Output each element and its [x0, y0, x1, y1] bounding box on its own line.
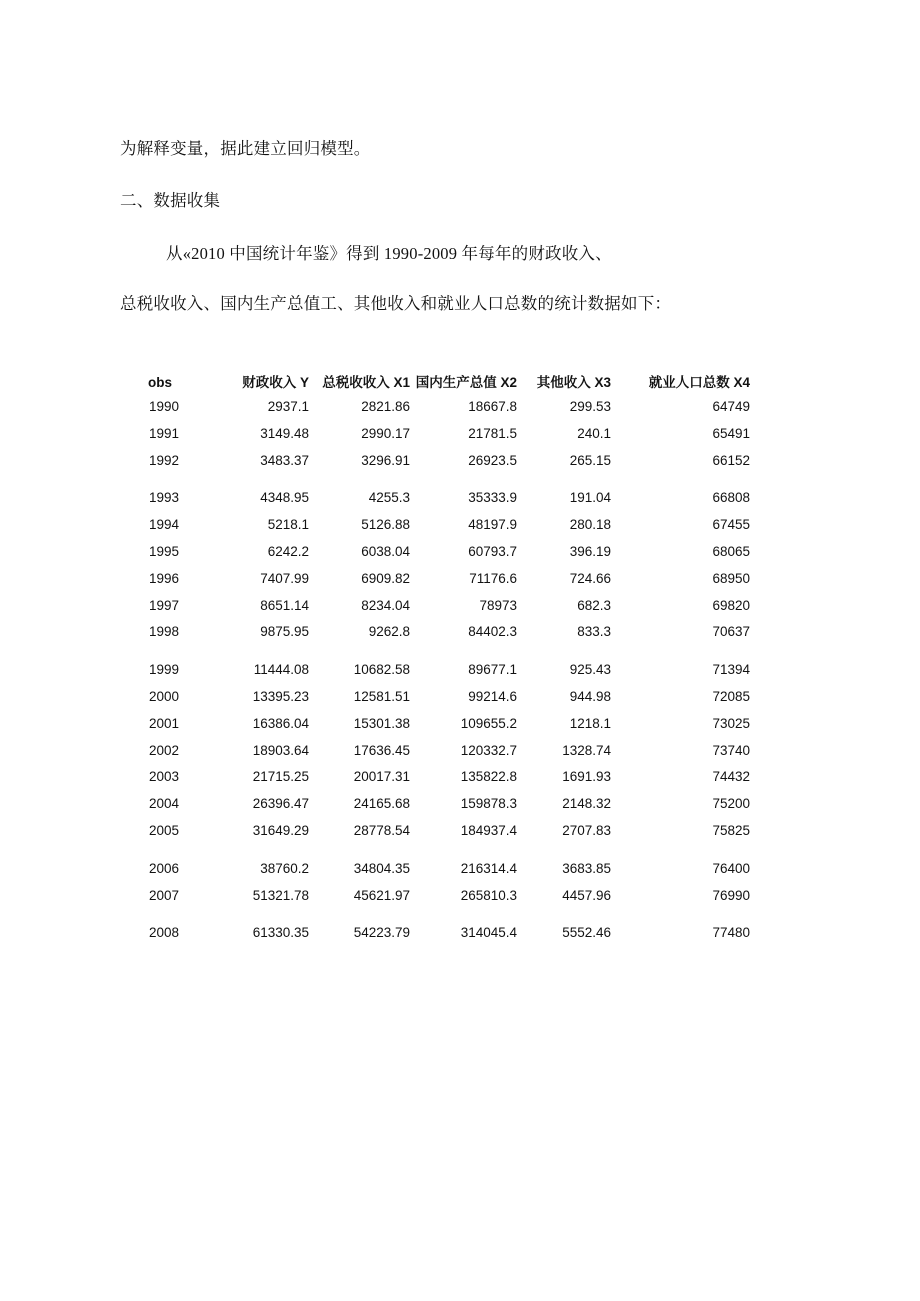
cell-x2: 314045.4 — [460, 925, 517, 941]
cell-y: 5218.1 — [267, 517, 309, 533]
cell-x1: 6038.04 — [361, 543, 410, 559]
table-row — [148, 764, 750, 791]
cell-obs: 1992 — [149, 452, 180, 468]
cell-x4: 75200 — [712, 796, 750, 812]
cell-x2: 21781.5 — [468, 425, 517, 441]
cell-y: 2937.1 — [267, 399, 309, 414]
cell-x2: 159878.3 — [460, 796, 517, 812]
cell-y: 8651.14 — [260, 597, 309, 613]
cell-x3: 299.53 — [569, 399, 611, 414]
cell-x2: 184937.4 — [460, 822, 517, 838]
cell-x4: 66808 — [712, 490, 750, 506]
column-header-x3: 其他收入 X3 — [536, 375, 611, 390]
cell-x1: 5126.88 — [361, 517, 410, 533]
table-row — [148, 845, 750, 883]
table-row — [148, 791, 750, 818]
cell-y: 38760.2 — [260, 860, 309, 876]
cell-y: 18903.64 — [252, 742, 309, 758]
cell-x2: 60793.7 — [468, 543, 517, 559]
cell-x3: 5552.46 — [562, 925, 611, 941]
table-row — [148, 421, 750, 448]
cell-obs: 1991 — [149, 425, 180, 441]
cell-x4: 72085 — [712, 688, 750, 704]
cell-x1: 20017.31 — [353, 769, 410, 785]
table-row — [148, 593, 750, 620]
cell-x1: 6909.82 — [361, 570, 410, 586]
cell-x2: 78973 — [479, 597, 517, 613]
cell-x1: 4255.3 — [368, 490, 410, 506]
table-row — [148, 619, 750, 646]
cell-x2: 265810.3 — [460, 887, 517, 903]
cell-y: 3149.48 — [260, 425, 309, 441]
cell-x1: 15301.38 — [353, 715, 410, 731]
column-header-y: 财政收入 Y — [242, 375, 309, 390]
cell-x2: 35333.9 — [468, 490, 517, 506]
cell-obs: 1996 — [149, 570, 180, 586]
cell-obs: 1999 — [149, 662, 180, 678]
cell-x3: 191.04 — [569, 490, 611, 506]
table-body — [148, 394, 750, 947]
cell-x2: 71176.6 — [469, 570, 517, 586]
table-row — [148, 711, 750, 738]
cell-x4: 65491 — [712, 425, 750, 441]
cell-obs: 2001 — [149, 715, 180, 731]
cell-x2: 84402.3 — [468, 624, 517, 640]
cell-y: 3483.37 — [260, 452, 309, 468]
cell-y: 13395.23 — [252, 688, 309, 704]
paragraph-intro: 为解释变量，据此建立回归模型。 — [120, 139, 371, 158]
cell-obs: 2008 — [149, 925, 180, 941]
cell-y: 51321.78 — [252, 887, 309, 903]
statistics-table — [148, 372, 750, 947]
table-row — [148, 474, 750, 512]
cell-x4: 70637 — [712, 624, 750, 640]
cell-x1: 45621.97 — [353, 887, 410, 903]
cell-x3: 4457.96 — [562, 887, 611, 903]
cell-x2: 26923.5 — [468, 452, 517, 468]
cell-x2: 120332.7 — [460, 742, 517, 758]
cell-x4: 69820 — [712, 597, 750, 613]
table-header — [148, 372, 750, 394]
table-row — [148, 512, 750, 539]
cell-x3: 833.3 — [577, 624, 611, 640]
cell-obs: 2007 — [149, 887, 180, 903]
cell-x1: 54223.79 — [353, 925, 410, 941]
cell-x1: 2990.17 — [361, 425, 410, 441]
cell-x3: 396.19 — [569, 543, 611, 559]
cell-x4: 71394 — [712, 662, 750, 678]
cell-x3: 925.43 — [569, 662, 611, 678]
column-header-x4: 就业人口总数 X4 — [648, 375, 750, 390]
column-header-x2: 国内生产总值 X2 — [415, 375, 517, 390]
cell-x2: 216314.4 — [460, 860, 517, 876]
paragraph-variables: 总税收收入、国内生产总值工、其他收入和就业人口总数的统计数据如下： — [120, 293, 672, 313]
cell-obs: 2004 — [149, 796, 180, 812]
cell-x4: 66152 — [712, 452, 750, 468]
cell-obs: 1995 — [149, 543, 180, 559]
cell-x1: 28778.54 — [353, 822, 410, 838]
cell-y: 4348.95 — [260, 490, 309, 506]
cell-x2: 99214.6 — [468, 688, 517, 704]
cell-y: 21715.25 — [252, 769, 309, 785]
cell-x4: 64749 — [712, 399, 750, 414]
table-row — [148, 539, 750, 566]
cell-x1: 17636.45 — [353, 742, 410, 758]
table-row — [148, 738, 750, 765]
cell-x4: 75825 — [712, 822, 750, 838]
cell-y: 16386.04 — [252, 715, 309, 731]
cell-y: 26396.47 — [252, 796, 309, 812]
cell-x4: 68065 — [712, 543, 750, 559]
cell-x2: 48197.9 — [468, 517, 517, 533]
cell-x3: 2148.32 — [562, 796, 611, 812]
cell-y: 7407.99 — [260, 570, 309, 586]
table-row — [148, 909, 750, 947]
cell-x2: 18667.8 — [468, 399, 517, 414]
cell-x3: 280.18 — [569, 517, 611, 533]
cell-x4: 67455 — [712, 517, 750, 533]
cell-x1: 24165.68 — [353, 796, 410, 812]
cell-x3: 1218.1 — [569, 715, 611, 731]
cell-x3: 2707.83 — [562, 822, 611, 838]
cell-x3: 265.15 — [569, 452, 611, 468]
cell-y: 9875.95 — [260, 624, 309, 640]
section-heading-data-collection: 二、数据收集 — [120, 191, 221, 211]
cell-x3: 1691.93 — [562, 769, 611, 785]
table-row — [148, 646, 750, 684]
cell-x1: 9262.8 — [368, 624, 410, 640]
cell-x4: 73025 — [712, 715, 750, 731]
cell-y: 6242.2 — [267, 543, 309, 559]
table-row — [148, 684, 750, 711]
cell-obs: 2002 — [149, 742, 180, 758]
cell-obs: 1993 — [149, 490, 180, 506]
cell-obs: 1997 — [149, 597, 180, 613]
cell-y: 31649.29 — [252, 822, 309, 838]
table-row — [148, 818, 750, 845]
document-body — [120, 138, 820, 315]
cell-obs: 2005 — [149, 822, 180, 838]
cell-x4: 76400 — [712, 860, 750, 876]
statistics-table-container — [148, 372, 750, 947]
cell-x4: 73740 — [712, 742, 750, 758]
table-row — [148, 394, 750, 421]
cell-x1: 12581.51 — [353, 688, 410, 704]
cell-x2: 109655.2 — [460, 715, 517, 731]
table-row — [148, 883, 750, 910]
table-row — [148, 448, 750, 475]
cell-x1: 3296.91 — [361, 452, 410, 468]
cell-obs: 2003 — [149, 769, 180, 785]
cell-x1: 2821.86 — [361, 399, 410, 414]
cell-obs: 1994 — [149, 517, 180, 533]
cell-x4: 68950 — [712, 570, 750, 586]
cell-x3: 944.98 — [569, 688, 611, 704]
cell-obs: 2006 — [149, 860, 180, 876]
table-header-row — [148, 372, 750, 394]
cell-x2: 135822.8 — [460, 769, 517, 785]
cell-x3: 3683.85 — [562, 860, 611, 876]
cell-x3: 682.3 — [577, 597, 611, 613]
cell-obs: 1990 — [149, 399, 180, 414]
table-row — [148, 566, 750, 593]
cell-obs: 2000 — [149, 688, 180, 704]
cell-y: 61330.35 — [252, 925, 309, 941]
paragraph-source: 从«2010 中国统计年鉴》得到 1990-2009 年每年的财政收入、 — [166, 243, 612, 263]
cell-x3: 240.1 — [577, 425, 611, 441]
cell-x1: 8234.04 — [361, 597, 410, 613]
cell-x4: 74432 — [712, 769, 750, 785]
cell-x3: 724.66 — [569, 570, 611, 586]
column-header-x1: 总税收收入 X1 — [322, 375, 410, 390]
column-header-obs: obs — [148, 375, 173, 390]
cell-obs: 1998 — [149, 624, 180, 640]
cell-x3: 1328.74 — [562, 742, 611, 758]
cell-x2: 89677.1 — [468, 662, 517, 678]
cell-x1: 10682.58 — [353, 662, 410, 678]
cell-x4: 77480 — [712, 925, 750, 941]
cell-y: 11444.08 — [253, 662, 309, 678]
cell-x1: 34804.35 — [353, 860, 410, 876]
cell-x4: 76990 — [712, 887, 750, 903]
